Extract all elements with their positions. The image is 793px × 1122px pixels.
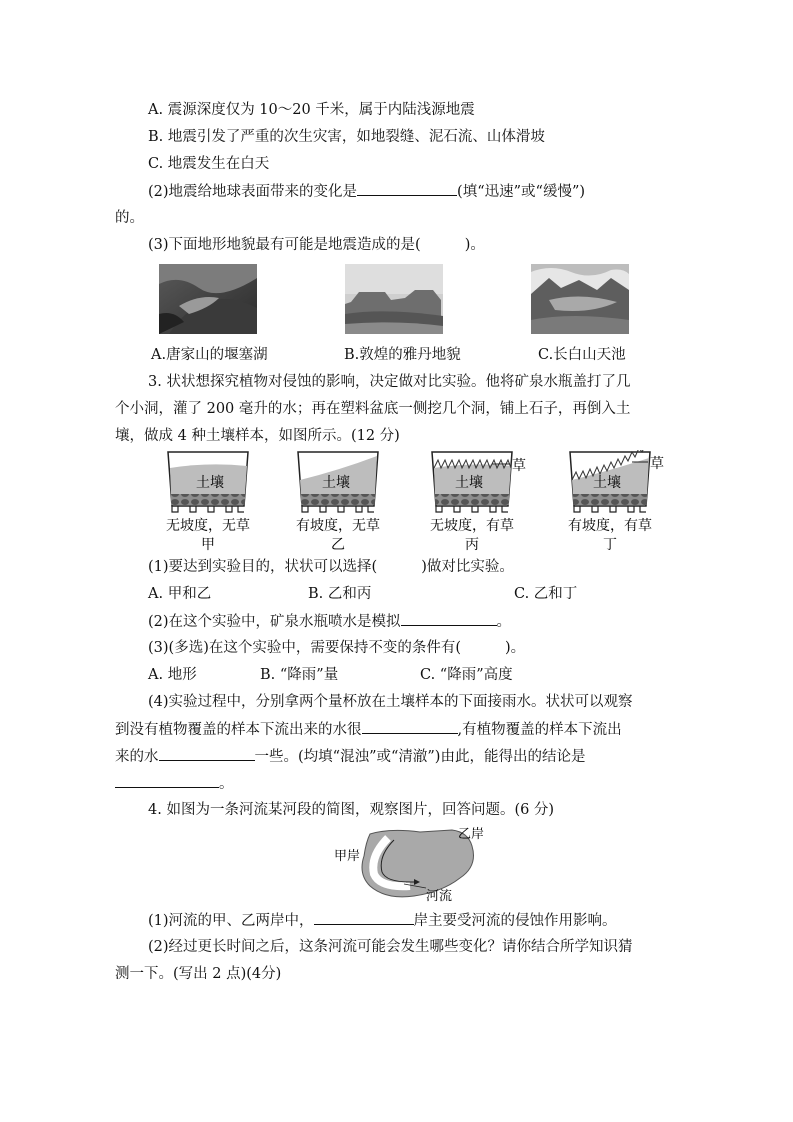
q4-sub1: (1)河流的甲、乙两岸中， 岸主要受河流的侵蚀作用影响。: [148, 910, 617, 931]
sample-name: 丙: [465, 537, 479, 553]
q3-stem-line2: 个小洞，灌了 200 毫升的水；再在塑料盆底一侧挖几个洞，铺上石子，再倒入土: [115, 401, 631, 417]
answer-blank[interactable]: [357, 181, 457, 196]
q3-sub3: (3)(多选)在这个实验中，需要保持不变的条件有( )。: [148, 640, 526, 656]
q2-sub3: (3)下面地形地貌最有可能是地震造成的是( )。: [148, 237, 485, 253]
sample-desc: 无坡度，无草: [166, 518, 250, 534]
sample-bing: [432, 452, 526, 512]
photo-dunhuang-yardang: [345, 264, 443, 334]
answer-blank[interactable]: [115, 773, 219, 788]
q4-sub2-line2: 测一下。(写出 2 点)(4分): [115, 966, 282, 982]
photo-tangjiashan-lake: [159, 264, 257, 334]
sample-desc: 无坡度，有草: [430, 518, 514, 534]
answer-blank[interactable]: [401, 611, 497, 626]
q3-stem-line1: 3. 状状想探究植物对侵蚀的影响，决定做对比实验。他将矿泉水瓶盖打了几: [148, 374, 631, 390]
grass-label: 草: [650, 456, 664, 472]
photo-caption-a: A.唐家山的堰塞湖: [151, 347, 268, 363]
soil-label: 土壤: [322, 475, 350, 491]
q4-sub2-line1: (2)经过更长时间之后，这条河流可能会发生哪些变化？请你结合所学知识猜: [148, 939, 633, 955]
river-diagram: [330, 826, 490, 906]
q3-sub4-line1: (4)实验过程中，分别拿两个量杯放在土壤样本的下面接雨水。状状可以观察: [148, 694, 633, 710]
q3-sub4-line2: 到没有植物覆盖的样本下流出来的水很 ,有植物覆盖的样本下流出: [115, 719, 622, 740]
q3-stem-line3: 壤，做成 4 种土壤样本，如图所示。(12 分): [115, 428, 400, 444]
soil-label: 土壤: [593, 475, 621, 491]
q2-sub2-tail: 的。: [115, 210, 144, 226]
sample-name: 丁: [603, 537, 617, 553]
grass-label: 草: [512, 458, 526, 474]
option-c: C. 地震发生在白天: [148, 156, 270, 172]
bank-jia-label: 甲岸: [334, 849, 361, 864]
q4-stem: 4. 如图为一条河流某河段的简图，观察图片，回答问题。(6 分): [148, 802, 555, 818]
sample-desc: 有坡度，有草: [568, 518, 652, 534]
photo-caption-b: B.敦煌的雅丹地貌: [344, 347, 461, 363]
option-a: A. 震源深度仅为 10～20 千米，属于内陆浅源地震: [148, 102, 475, 118]
q3-sub3-options: A. 地形 B. “降雨”量 C. “降雨”高度: [148, 667, 513, 683]
bank-yi-label: 乙岸: [458, 827, 485, 842]
q3-sub1: (1)要达到实验目的，状状可以选择( )做对比实验。: [148, 559, 514, 575]
sample-jia: [168, 452, 248, 512]
q3-sub1-options: A. 甲和乙 B. 乙和丙 C. 乙和丁: [148, 586, 578, 602]
answer-blank[interactable]: [159, 746, 255, 761]
sample-yi: [298, 452, 378, 512]
q3-sub2: (2)在这个实验中，矿泉水瓶喷水是模拟 。: [148, 611, 511, 632]
sample-name: 乙: [331, 537, 345, 553]
river-label: 河流: [426, 889, 453, 904]
q3-sub4-line3: 来的水 一些。(均填“混浊”或“清澈”)由此，能得出的结论是: [115, 746, 585, 767]
sample-ding: [570, 450, 664, 512]
option-b: B. 地震引发了严重的次生灾害，如地裂缝、泥石流、山体滑坡: [148, 129, 545, 145]
sample-desc: 有坡度，无草: [296, 518, 380, 534]
q2-sub2: (2)地震给地球表面带来的变化是 (填“迅速”或“缓慢”): [148, 181, 585, 202]
soil-samples-figure: [150, 450, 670, 558]
soil-label: 土壤: [196, 475, 224, 491]
photo-changbaishan-tianchi: [531, 264, 629, 334]
photo-caption-c: C.长白山天池: [538, 347, 626, 363]
sample-name: 甲: [201, 537, 215, 553]
answer-blank[interactable]: [362, 719, 458, 734]
q3-sub4-line4: 。: [115, 773, 234, 794]
soil-label: 土壤: [455, 475, 483, 491]
answer-blank[interactable]: [314, 910, 414, 925]
